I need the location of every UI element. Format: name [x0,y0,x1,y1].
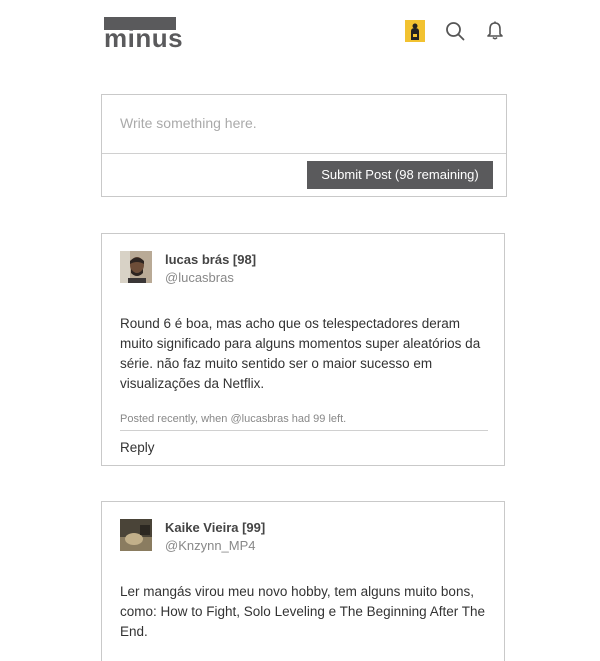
search-button[interactable] [444,20,466,42]
header [0,0,600,70]
reply-button[interactable]: Reply [120,440,155,455]
author-name[interactable]: lucas brás [98] [165,252,257,267]
avatar[interactable] [120,519,152,551]
search-icon [445,21,465,41]
author-handle[interactable]: @lucasbras [165,270,234,285]
user-avatar-button[interactable] [404,20,426,42]
post-card [101,233,505,466]
post-composer [101,94,507,197]
bell-icon [486,21,504,41]
post-body: Round 6 é boa, mas acho que os telespectadores deram muito significado para alguns momentos super aleatórios da série. não faz muito sentido ser o maior sucesso em visualizações da Netflix. [120,316,481,391]
author-name[interactable]: Kaike Vieira [99] [165,520,266,535]
post-divider [120,430,488,431]
post-meta: Posted recently, when @lucasbras had 99 left. [120,413,347,425]
post-card [101,501,505,661]
nav-icons [404,20,506,42]
logo-text: minus [104,23,184,53]
composer-divider [102,153,506,154]
author-handle[interactable]: @Knzynn_MP4 [165,538,256,553]
post-input[interactable] [102,95,506,153]
submit-post-button[interactable]: Submit Post (98 remaining) [307,161,493,189]
avatar[interactable] [120,251,152,283]
avatar-icon [405,20,425,42]
minus-logo[interactable] [104,17,184,53]
notifications-button[interactable] [484,20,506,42]
post-body: Ler mangás virou meu novo hobby, tem alguns muito bons, como: How to Fight, Solo Leveling e The Beginning After The End. [120,584,485,639]
